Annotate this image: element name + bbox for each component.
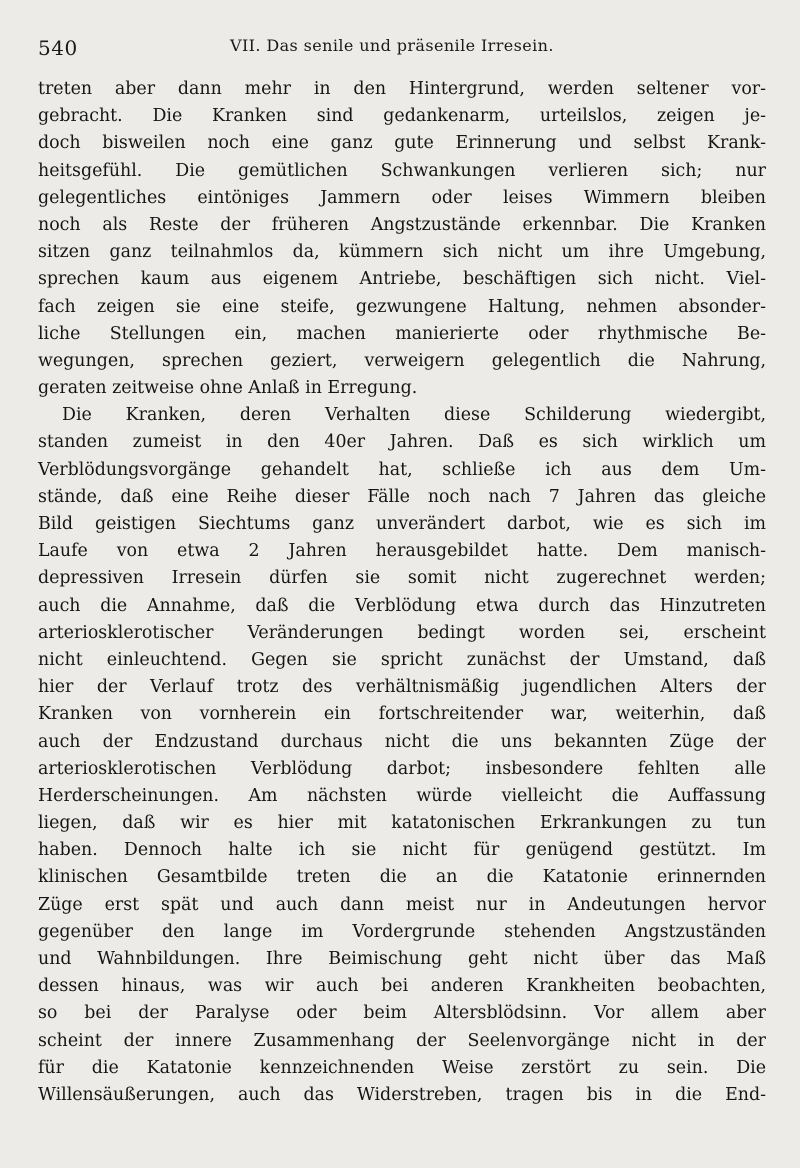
text-line: liche Stellungen ein, machen manierierte oder rhythmische Be-	[38, 323, 766, 344]
text-line: arteriosklerotischen Verblödung darbot; insbesondere fehlten alle	[38, 758, 766, 779]
text-line: liegen, daß wir es hier mit katatonischen Erkrankungen zu tun	[38, 813, 766, 834]
text-line: auch die Annahme, daß die Verblödung etwa durch das Hinzutreten	[38, 595, 766, 616]
text-line: Bild geistigen Siechtums ganz unverändert darbot, wie es sich im	[38, 514, 766, 534]
text-line: treten aber dann mehr in den Hintergrund, werden seltener vor-	[38, 79, 766, 99]
paragraph-end-line: geraten zeitweise ohne Anlaß in Erregung.	[38, 378, 418, 399]
text-line: fach zeigen sie eine steife, gezwungene Haltung, nehmen absonder-	[38, 296, 766, 317]
text-line: dessen hinaus, was wir auch bei anderen Krankheiten beobachten,	[38, 976, 766, 997]
text-line: wegungen, sprechen geziert, verweigern gelegentlich die Nahrung,	[38, 350, 766, 371]
text-line: haben. Dennoch halte ich sie nicht für genügend gestützt. Im	[38, 840, 766, 861]
text-line: Kranken von vornherein ein fortschreitender war, weiterhin, daß	[38, 704, 766, 725]
text-line: arteriosklerotischer Veränderungen bedingt worden sei, erscheint	[38, 622, 766, 643]
page-number: 540	[38, 36, 78, 60]
text-line: für die Katatonie kennzeichnenden Weise zerstört zu sein. Die	[38, 1057, 766, 1078]
text-line: und Wahnbildungen. Ihre Beimischung geht nicht über das Maß	[38, 949, 766, 969]
text-line: Züge erst spät und auch dann meist nur in Andeutungen hervor	[38, 894, 766, 915]
text-line: auch der Endzustand durchaus nicht die uns bekannten Züge der	[38, 731, 766, 752]
body-text	[38, 76, 766, 1109]
text-line: sitzen ganz teilnahmlos da, kümmern sich nicht um ihre Umgebung,	[38, 242, 766, 263]
text-line: so bei der Paralyse oder beim Altersblödsinn. Vor allem aber	[38, 1003, 766, 1024]
text-line: klinischen Gesamtbilde treten die an die Katatonie erinnernden	[38, 867, 766, 888]
running-head: VII. Das senile und präsenile Irresein.	[230, 36, 554, 55]
text-line: Laufe von etwa 2 Jahren herausgebildet hatte. Dem manisch-	[38, 541, 766, 562]
text-line: sprechen kaum aus eigenem Antriebe, beschäftigen sich nicht. Viel-	[38, 269, 766, 290]
text-line: scheint der innere Zusammenhang der Seelenvorgänge nicht in der	[38, 1030, 766, 1051]
text-line: depressiven Irresein dürfen sie somit nicht zugerechnet werden;	[38, 568, 766, 589]
text-line: nicht einleuchtend. Gegen sie spricht zunächst der Umstand, daß	[38, 649, 766, 670]
text-line: hier der Verlauf trotz des verhältnismäßig jugendlichen Alters der	[38, 677, 766, 698]
page-header	[38, 32, 768, 62]
text-line: stände, daß eine Reihe dieser Fälle noch nach 7 Jahren das gleiche	[38, 486, 766, 507]
text-line: noch als Reste der früheren Angstzustände erkennbar. Die Kranken	[38, 214, 766, 235]
text-line: gegenüber den lange im Vordergrunde stehenden Angstzuständen	[38, 921, 766, 942]
paragraph-start-line: Die Kranken, deren Verhalten diese Schilderung wiedergibt,	[62, 405, 766, 426]
text-line: Verblödungsvorgänge gehandelt hat, schließe ich aus dem Um-	[38, 459, 766, 480]
text-line: Willensäußerungen, auch das Widerstreben, tragen bis in die End-	[38, 1084, 766, 1105]
text-line: doch bisweilen noch eine ganz gute Erinnerung und selbst Krank-	[38, 133, 766, 154]
text-line: heitsgefühl. Die gemütlichen Schwankungen verlieren sich; nur	[38, 160, 766, 181]
text-line: gelegentliches eintöniges Jammern oder leises Wimmern bleiben	[38, 187, 766, 208]
text-line: gebracht. Die Kranken sind gedankenarm, urteilslos, zeigen je-	[38, 106, 766, 127]
text-line: Herderscheinungen. Am nächsten würde vielleicht die Auffassung	[38, 785, 766, 806]
text-line: standen zumeist in den 40er Jahren. Daß es sich wirklich um	[38, 432, 766, 453]
